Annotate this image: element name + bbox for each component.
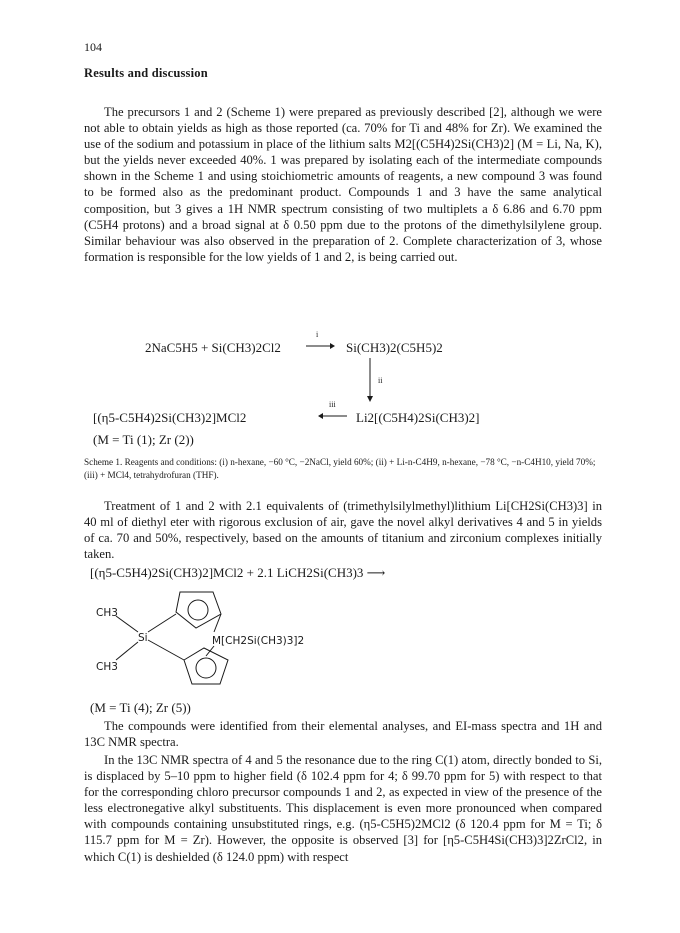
paragraph-nmr: In the 13C NMR spectra of 4 and 5 the resonance due to the ring C(1) atom, directly bonded to Si, is displaced by 5–10 ppm to higher field (δ 102.4 ppm for 4; δ 99.70 ppm for 5) with respect to that for the corresponding chloro precursor compounds 1 and 2, as expected in view of the presence of the less electronegative alkyl substituents. This displacement is even more pronounced when compared with compounds containing unsubstituted rings, e.g. (η5-C5H5)2MCl2 (δ 120.4 ppm for M = Ti; δ 115.7 ppm for M = Zr). However, the opposite is observed [3] for [η5-C5H4Si(CH3)3]2ZrCl2, in which C(1) is deshielded (δ 124.0 ppm) with respect [84,753,602,864]
scheme-reactants: 2NaC5H5 + Si(CH3)2Cl2 [145,340,281,355]
scheme-product2: Li2[(C5H4)2Si(CH3)2] [356,410,480,425]
scheme-product3: [(η5-C5H4)2Si(CH3)2]MCl2 [93,410,247,425]
structure-methyl-bottom: CH3 [96,661,118,673]
scheme-arrow-down-icon [364,358,376,402]
scheme-step2-label: ii [378,376,383,385]
scheme-caption: Scheme 1. Reagents and conditions: (i) n-hexane, −60 °C, −2NaCl, yield 60%; (ii) + Li-n-C4H9, n-hexane, −78 °C, −n-C4H10, yield 70%; (iii) + MCl4, tetrahydrofuran (THF). [84,457,596,480]
paragraph-identification: The compounds were identified from their elemental analyses, and EI-mass spectra and 1H and 13C NMR spectra. [84,719,602,750]
scheme-product1: Si(CH3)2(C5H5)2 [346,340,443,355]
scheme-metal-note: (M = Ti (1); Zr (2)) [93,432,194,447]
scheme-arrow-right-icon [305,340,335,352]
metal-note-products: (M = Ti (4); Zr (5)) [90,700,191,715]
section-heading: Results and discussion [84,66,208,80]
structure-silicon: Si [138,632,148,644]
equation-alkylation: [(η5-C5H4)2Si(CH3)2]MCl2 + 2.1 LiCH2Si(CH3)3 ⟶ [90,565,386,580]
page-number: 104 [84,40,102,54]
scheme-step1-label: i [316,330,319,339]
scheme-arrow-left-icon [318,410,348,422]
structure-methyl-top: CH3 [96,607,118,619]
paragraph-precursors: The precursors 1 and 2 (Scheme 1) were prepared as previously described [2], although we were not able to obtain yields as high as those reported (ca. 70% for Ti and 48% for Zr). We examined the use of the sodium and potassium in place of the lithium salts M2[(C5H4)2Si(CH3)2] (M = Li, Na, K), but the yields never exceeded 40%. 1 was prepared by isolating each of the intermediate compounds shown in the Scheme 1 and using stoichiometric amounts of reagents, a new compound 3 was found to be formed also as the predominant product. Compounds 1 and 3 have the same analytical composition, but 3 gives a 1H NMR spectrum consisting of two multiplets a δ 6.86 and 6.70 ppm (C5H4 protons) and a broad signal at δ 0.50 ppm due to the protons of the dimethylsilylene group. Similar behaviour was also observed in the preparation of 2. Complete characterization of 3, whose formation is responsible for the low yields of 1 and 2, is being carried out. [84,105,602,264]
structure-metal-group: M[CH2Si(CH3)3]2 [212,635,305,647]
paragraph-treatment: Treatment of 1 and 2 with 2.1 equivalents of (trimethylsilylmethyl)lithium Li[CH2Si(CH3)3] in 40 ml of diethyl eter with rigorous exclusion of air, gave the novel alkyl derivatives 4 and 5 in yields of ca. 70 and 50%, respectively, based on the amounts of titanium and zirconium complexes initially taken. [84,499,602,562]
scheme-step3-label: iii [329,400,336,409]
ansa-metallocene-structure [88,588,408,696]
